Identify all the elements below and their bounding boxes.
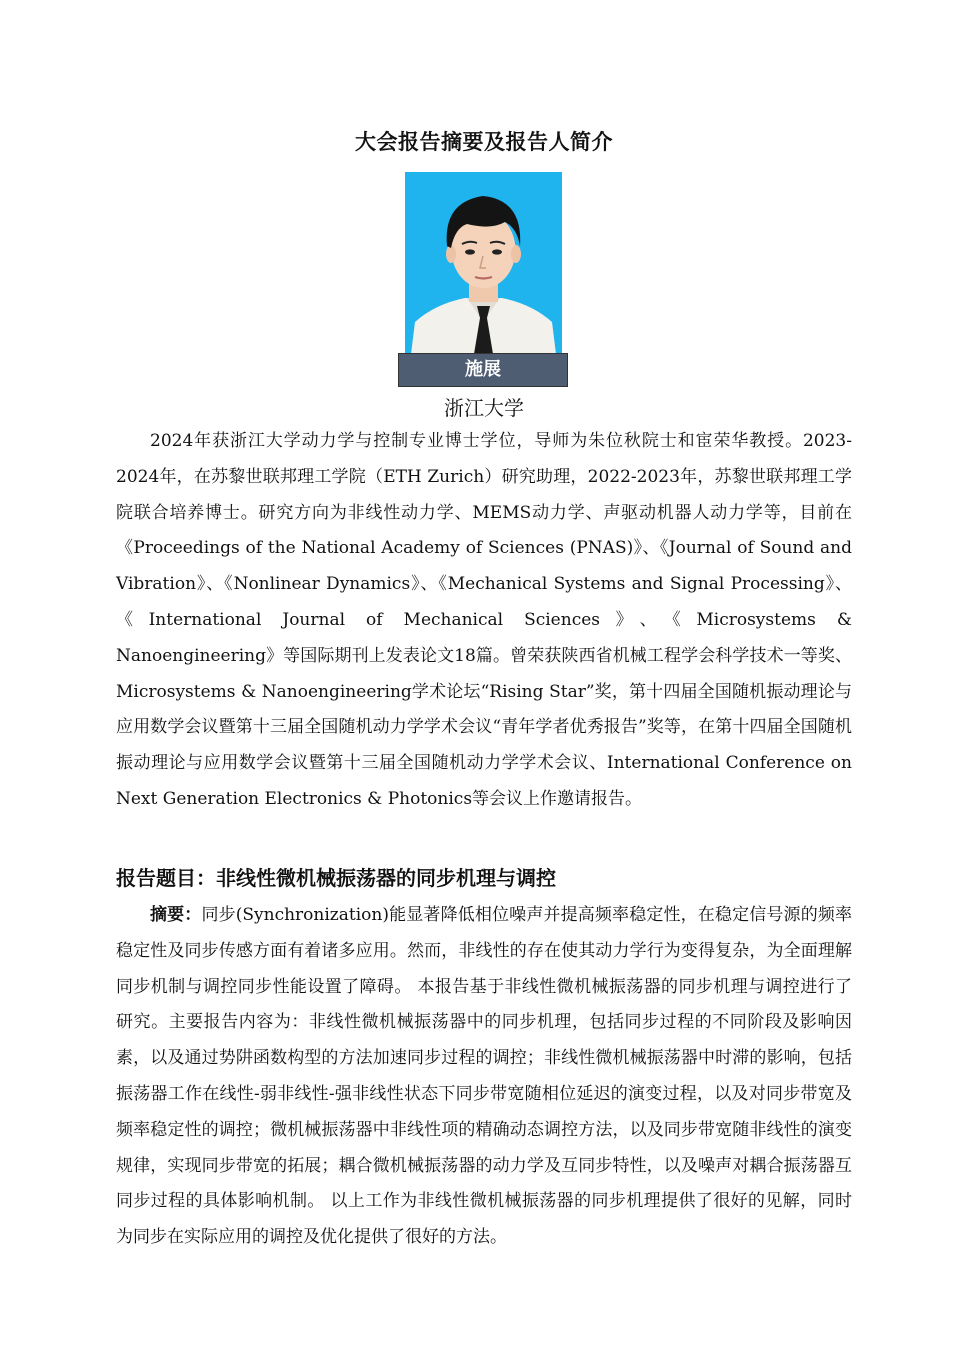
speaker-bio: 2024年获浙江大学动力学与控制专业博士学位，导师为朱位秋院士和宦荣华教授。2023-2024年，在苏黎世联邦理工学院（ETH Zurich）研究助理，2022-2023年，苏黎世联邦理工学院联合培养博士。研究方向为非线性动力学、MEMS动力学、声驱动机器人动力学等，目前在《Proceedings of the National Academy of Sciences (PNAS)》、《Journal of Sound and Vibration》、《Nonlinear Dynamics》、《Mechanical Systems and Signal Processing》、《International Journal of Mechanical Sciences》、《Microsystems & Nanoengineering》等国际期刊上发表论文18篇。曾荣获陕西省机械工程学会科学技术一等奖、Microsystems & Nanoengineering学术论坛“Rising Star”奖，第十四届全国随机振动理论与应用数学会议暨第十三届全国随机动力学学术会议“青年学者优秀报告”奖等，在第十四届全国随机振动理论与应用数学会议暨第十三届全国随机动力学学术会议、International Conference on Next Generation Electronics & Photonics等会议上作邀请报告。 bbox=[116, 431, 852, 809]
abstract-text: 同步(Synchronization)能显著降低相位噪声并提高频率稳定性，在稳定信号源的频率稳定性及同步传感方面有着诸多应用。然而，非线性的存在使其动力学行为变得复杂，为全面理解同步机制与调控同步性能设置了障碍。 本报告基于非线性微机械振荡器的同步机理与调控进行了研究。主要报告内容为：非线性微机械振荡器中的同步机理，包括同步过程的不同阶段及影响因素，以及通过势阱函数构型的方法加速同步过程的调控；非线性微机械振荡器中时滞的影响，包括振荡器工作在线性-弱非线性-强非线性状态下同步带宽随相位延迟的演变过程，以及对同步带宽及频率稳定性的调控；微机械振荡器中非线性项的精确动态调控方法，以及同步带宽随非线性的演变规律，实现同步带宽的拓展；耦合微机械振荡器的动力学及互同步特性，以及噪声对耦合振荡器互同步过程的具体影响机制。 以上工作为非线性微机械振荡器的同步机理提供了很好的见解，同时为同步在实际应用的调控及优化提供了很好的方法。 bbox=[116, 905, 852, 1248]
speaker-photo bbox=[405, 172, 562, 354]
speaker-name: 施展 bbox=[398, 353, 568, 387]
speaker-affiliation: 浙江大学 bbox=[444, 396, 524, 420]
abstract-label: 摘要： bbox=[150, 905, 202, 925]
page-title: 大会报告摘要及报告人简介 bbox=[355, 129, 613, 154]
talk-title: 报告题目：非线性微机械振荡器的同步机理与调控 bbox=[116, 866, 556, 890]
talk-abstract bbox=[116, 898, 852, 1256]
